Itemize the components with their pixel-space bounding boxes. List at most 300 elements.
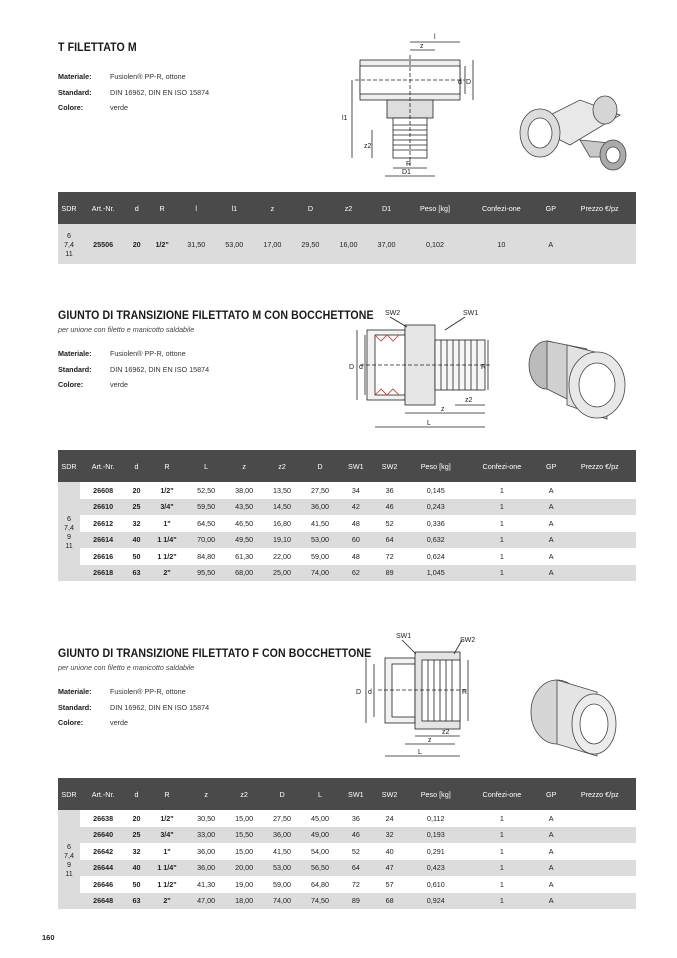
- product-table-male-union: [58, 450, 636, 581]
- col-header: D1: [368, 192, 406, 224]
- col-header: SDR: [58, 192, 80, 224]
- spec-material: Fusiolen® PP-R, ottone: [110, 349, 186, 358]
- cell-gp: A: [539, 860, 564, 877]
- cell-gp: A: [539, 532, 564, 549]
- cell-d: 63: [126, 893, 147, 910]
- cell-gp: A: [539, 843, 564, 860]
- cell-R: 1": [147, 843, 187, 860]
- cell-gp: A: [539, 810, 564, 827]
- cell-z: 33,00: [187, 827, 225, 844]
- cell-z2: 16,00: [329, 224, 367, 264]
- cell-sw1: 36: [339, 810, 373, 827]
- col-header: SW1: [339, 778, 373, 810]
- product-table-tee: [58, 192, 636, 264]
- cell-z2: 18,00: [225, 893, 263, 910]
- cell-sw2: 47: [373, 860, 407, 877]
- cell-L: 84,80: [187, 548, 225, 565]
- cell-confezione: 1: [465, 532, 539, 549]
- col-header: l1: [215, 192, 253, 224]
- spec-material: Fusiolen® PP-R, ottone: [110, 687, 186, 696]
- cell-d: 63: [126, 565, 147, 582]
- cell-peso: 0,610: [406, 876, 465, 893]
- cell-z: 49,50: [225, 532, 263, 549]
- sdr-value: 6: [67, 230, 71, 240]
- cell-sw2: 64: [373, 532, 407, 549]
- col-header: GP: [539, 778, 564, 810]
- cell-R: 3/4": [147, 827, 187, 844]
- cell-peso: 0,291: [406, 843, 465, 860]
- cell-D: 27,50: [263, 810, 301, 827]
- cell-art-nr: 26648: [80, 893, 126, 910]
- cell-art-nr: 25506: [80, 224, 126, 264]
- section-title: T FILETTATO M: [58, 42, 137, 54]
- col-header: Peso [kg]: [406, 192, 465, 224]
- table-header-row: [58, 778, 636, 810]
- cell-z: 41,30: [187, 876, 225, 893]
- cell-peso: 0,243: [406, 499, 465, 516]
- cell-L: 56,50: [301, 860, 339, 877]
- cell-d: 40: [126, 860, 147, 877]
- cell-R: 1/2": [147, 810, 187, 827]
- table-header-row: [58, 192, 636, 224]
- dim-D1: D1: [402, 169, 411, 176]
- spec-label-material: Materiale:: [58, 72, 92, 81]
- cell-sw1: 72: [339, 876, 373, 893]
- col-header: SW1: [339, 450, 373, 482]
- cell-R: 3/4": [147, 499, 187, 516]
- cell-prezzo: [564, 810, 636, 827]
- cell-prezzo: [564, 860, 636, 877]
- cell-D: 36,00: [263, 827, 301, 844]
- cell-d: 50: [126, 876, 147, 893]
- col-header: d: [126, 192, 147, 224]
- table-row: [58, 843, 636, 860]
- sdr-value: 6: [67, 841, 71, 851]
- section-title: GIUNTO DI TRANSIZIONE FILETTATO M CON BOCCHETTONE: [58, 310, 374, 322]
- cell-sw2: 24: [373, 810, 407, 827]
- cell-R: 1 1/2": [147, 876, 187, 893]
- cell-R: 1/2": [147, 224, 177, 264]
- cell-confezione: 1: [465, 827, 539, 844]
- cell-L: 52,50: [187, 482, 225, 499]
- cell-D: 27,50: [301, 482, 339, 499]
- cell-z2: 19,10: [263, 532, 301, 549]
- dim-L: L: [427, 420, 431, 427]
- sdr-value: 9: [67, 859, 71, 869]
- cell-art-nr: 26610: [80, 499, 126, 516]
- female-union-product-image: [522, 670, 622, 762]
- spec-material: Fusiolen® PP-R, ottone: [110, 72, 186, 81]
- cell-z: 30,50: [187, 810, 225, 827]
- spec-label-material: Materiale:: [58, 349, 92, 358]
- sdr-value: 6: [67, 513, 71, 523]
- dim-R: R: [462, 689, 468, 696]
- col-header: SW2: [373, 450, 407, 482]
- cell-d: 20: [126, 224, 147, 264]
- cell-z: 68,00: [225, 565, 263, 582]
- cell-D: 59,00: [301, 548, 339, 565]
- cell-art-nr: 26638: [80, 810, 126, 827]
- table-row: [58, 532, 636, 549]
- col-header: Art.-Nr.: [80, 450, 126, 482]
- col-header: R: [147, 192, 177, 224]
- cell-gp: A: [539, 499, 564, 516]
- spec-color: verde: [110, 103, 128, 112]
- dim-SW2: SW2: [460, 637, 476, 644]
- cell-art-nr: 26614: [80, 532, 126, 549]
- cell-art-nr: 26608: [80, 482, 126, 499]
- cell-art-nr: 26644: [80, 860, 126, 877]
- sdr-value: 11: [65, 248, 73, 258]
- female-union-technical-drawing: [350, 628, 485, 763]
- cell-peso: 0,924: [406, 893, 465, 910]
- dim-l: l: [434, 34, 436, 41]
- cell-sw2: 52: [373, 515, 407, 532]
- sdr-value: 7,4: [64, 239, 74, 249]
- col-header: Confezi-one: [464, 192, 538, 224]
- cell-z: 38,00: [225, 482, 263, 499]
- dim-SW1: SW1: [463, 310, 479, 317]
- col-header: R: [147, 778, 187, 810]
- dim-z: z: [428, 737, 432, 744]
- spec-label-standard: Standard:: [58, 87, 92, 97]
- table-row: [58, 482, 636, 499]
- cell-d: 20: [126, 810, 147, 827]
- cell-confezione: 1: [465, 893, 539, 910]
- cell-art-nr: 26616: [80, 548, 126, 565]
- cell-z: 46,50: [225, 515, 263, 532]
- cell-sw2: 57: [373, 876, 407, 893]
- cell-L: 49,00: [301, 827, 339, 844]
- cell-prezzo: [564, 893, 636, 910]
- cell-R: 1/2": [147, 482, 187, 499]
- sdr-cell: [58, 482, 80, 581]
- col-header: D: [291, 192, 329, 224]
- spec-standard: DIN 16962, DIN EN ISO 15874: [110, 87, 210, 97]
- cell-D1: 37,00: [368, 224, 406, 264]
- table-row: [58, 499, 636, 516]
- cell-art-nr: 26612: [80, 515, 126, 532]
- cell-sw2: 32: [373, 827, 407, 844]
- cell-prezzo: [563, 224, 636, 264]
- cell-d: 32: [126, 843, 147, 860]
- sdr-value: 9: [67, 531, 71, 541]
- col-header: z: [187, 778, 225, 810]
- cell-prezzo: [564, 548, 636, 565]
- cell-gp: A: [539, 515, 564, 532]
- cell-sw1: 46: [339, 827, 373, 844]
- cell-d: 25: [126, 499, 147, 516]
- product-table-female-union: [58, 778, 636, 909]
- cell-sw2: 68: [373, 893, 407, 910]
- col-header: GP: [539, 450, 564, 482]
- dim-l1: l1: [342, 115, 348, 122]
- cell-prezzo: [564, 843, 636, 860]
- cell-prezzo: [564, 499, 636, 516]
- sdr-value: 7,4: [64, 522, 74, 532]
- cell-l: 31,50: [177, 224, 215, 264]
- cell-peso: 0,145: [406, 482, 465, 499]
- cell-z: 43,50: [225, 499, 263, 516]
- cell-L: 54,00: [301, 843, 339, 860]
- cell-z2: 14,50: [263, 499, 301, 516]
- col-header: SW2: [373, 778, 407, 810]
- table-row: [58, 224, 636, 264]
- cell-L: 64,50: [187, 515, 225, 532]
- table-row: [58, 893, 636, 910]
- cell-sw1: 48: [339, 515, 373, 532]
- col-header: z2: [225, 778, 263, 810]
- cell-confezione: 1: [465, 876, 539, 893]
- dim-R: R: [406, 161, 412, 168]
- cell-z2: 19,00: [225, 876, 263, 893]
- tee-product-image: [510, 85, 638, 175]
- col-header: Art.-Nr.: [80, 778, 126, 810]
- table-row: [58, 876, 636, 893]
- spec-color: verde: [110, 718, 128, 727]
- spec-block: [58, 684, 209, 731]
- spec-color: verde: [110, 380, 128, 389]
- cell-sw1: 52: [339, 843, 373, 860]
- col-header: z2: [263, 450, 301, 482]
- cell-prezzo: [564, 827, 636, 844]
- section-subtitle: per unione con filetto e manicotto saldabile: [58, 325, 195, 334]
- col-header: D: [301, 450, 339, 482]
- spec-label-material: Materiale:: [58, 687, 92, 696]
- sdr-cell: [58, 224, 80, 264]
- cell-peso: 0,423: [406, 860, 465, 877]
- cell-l1: 53,00: [215, 224, 253, 264]
- cell-peso: 0,336: [406, 515, 465, 532]
- cell-R: 1 1/4": [147, 532, 187, 549]
- cell-z2: 16,80: [263, 515, 301, 532]
- table-row: [58, 860, 636, 877]
- cell-gp: A: [539, 482, 564, 499]
- col-header: Peso [kg]: [406, 450, 465, 482]
- table-row: [58, 810, 636, 827]
- cell-peso: 0,112: [406, 810, 465, 827]
- cell-D: 41,50: [301, 515, 339, 532]
- cell-confezione: 10: [464, 224, 538, 264]
- cell-L: 64,80: [301, 876, 339, 893]
- col-header: Peso [kg]: [406, 778, 465, 810]
- spec-label-color: Colore:: [58, 380, 84, 389]
- cell-L: 95,50: [187, 565, 225, 582]
- dim-z2: z2: [442, 729, 450, 736]
- cell-confezione: 1: [465, 843, 539, 860]
- cell-sw1: 42: [339, 499, 373, 516]
- col-header: l: [177, 192, 215, 224]
- dim-R: R: [481, 364, 487, 371]
- cell-gp: A: [539, 548, 564, 565]
- dim-z2: z2: [364, 143, 372, 150]
- dim-D: D: [349, 364, 355, 371]
- cell-peso: 0,193: [406, 827, 465, 844]
- cell-L: 59,50: [187, 499, 225, 516]
- cell-confezione: 1: [465, 499, 539, 516]
- cell-confezione: 1: [465, 482, 539, 499]
- cell-gp: A: [538, 224, 563, 264]
- cell-z: 36,00: [187, 843, 225, 860]
- col-header: Prezzo €/pz: [564, 450, 636, 482]
- section-subtitle: per unione con filetto e manicotto saldabile: [58, 663, 195, 672]
- sdr-value: 11: [65, 868, 73, 878]
- cell-D: 36,00: [301, 499, 339, 516]
- cell-gp: A: [539, 876, 564, 893]
- cell-sw2: 46: [373, 499, 407, 516]
- cell-sw1: 89: [339, 893, 373, 910]
- cell-peso: 0,624: [406, 548, 465, 565]
- col-header: Art.-Nr.: [80, 192, 126, 224]
- spec-block: [58, 69, 209, 116]
- dim-d: d: [359, 364, 363, 371]
- male-union-product-image: [512, 325, 634, 425]
- col-header: R: [147, 450, 187, 482]
- spec-standard: DIN 16962, DIN EN ISO 15874: [110, 364, 210, 374]
- spec-label-color: Colore:: [58, 103, 84, 112]
- cell-z2: 13,50: [263, 482, 301, 499]
- cell-sw2: 36: [373, 482, 407, 499]
- cell-D: 59,00: [263, 876, 301, 893]
- cell-art-nr: 26618: [80, 565, 126, 582]
- section-title: GIUNTO DI TRANSIZIONE FILETTATO F CON BOCCHETTONE: [58, 648, 372, 660]
- cell-art-nr: 26640: [80, 827, 126, 844]
- cell-prezzo: [564, 515, 636, 532]
- cell-R: 1 1/2": [147, 548, 187, 565]
- cell-z: 61,30: [225, 548, 263, 565]
- cell-sw2: 40: [373, 843, 407, 860]
- dim-d: d: [458, 79, 462, 86]
- table-row: [58, 565, 636, 582]
- sdr-value: 7,4: [64, 850, 74, 860]
- dim-z: z: [441, 406, 445, 413]
- cell-D: 53,00: [263, 860, 301, 877]
- spec-label-color: Colore:: [58, 718, 84, 727]
- cell-confezione: 1: [465, 565, 539, 582]
- cell-prezzo: [564, 876, 636, 893]
- col-header: Confezi-one: [465, 778, 539, 810]
- cell-z: 36,00: [187, 860, 225, 877]
- cell-z2: 15,00: [225, 843, 263, 860]
- cell-z2: 15,00: [225, 810, 263, 827]
- cell-d: 50: [126, 548, 147, 565]
- cell-prezzo: [564, 532, 636, 549]
- cell-L: 70,00: [187, 532, 225, 549]
- cell-gp: A: [539, 893, 564, 910]
- col-header: L: [301, 778, 339, 810]
- cell-z2: 22,00: [263, 548, 301, 565]
- cell-peso: 1,045: [406, 565, 465, 582]
- cell-z2: 25,00: [263, 565, 301, 582]
- col-header: SDR: [58, 450, 80, 482]
- cell-sw1: 64: [339, 860, 373, 877]
- spec-label-standard: Standard:: [58, 364, 92, 374]
- table-row: [58, 515, 636, 532]
- cell-sw2: 72: [373, 548, 407, 565]
- spec-standard: DIN 16962, DIN EN ISO 15874: [110, 702, 210, 712]
- cell-gp: A: [539, 565, 564, 582]
- cell-L: 45,00: [301, 810, 339, 827]
- col-header: Prezzo €/pz: [563, 192, 636, 224]
- cell-R: 2": [147, 565, 187, 582]
- dim-d: d: [368, 689, 372, 696]
- cell-D: 53,00: [301, 532, 339, 549]
- cell-sw2: 89: [373, 565, 407, 582]
- page-number: 160: [42, 933, 55, 942]
- cell-L: 74,50: [301, 893, 339, 910]
- col-header: z: [253, 192, 291, 224]
- table-row: [58, 548, 636, 565]
- col-header: Prezzo €/pz: [564, 778, 636, 810]
- sdr-cell: [58, 810, 80, 909]
- cell-confezione: 1: [465, 515, 539, 532]
- dim-SW2: SW2: [385, 310, 401, 317]
- table-header-row: [58, 450, 636, 482]
- cell-art-nr: 26646: [80, 876, 126, 893]
- cell-R: 2": [147, 893, 187, 910]
- cell-peso: 0,632: [406, 532, 465, 549]
- col-header: SDR: [58, 778, 80, 810]
- cell-d: 40: [126, 532, 147, 549]
- cell-R: 1 1/4": [147, 860, 187, 877]
- cell-confezione: 1: [465, 810, 539, 827]
- cell-D: 41,50: [263, 843, 301, 860]
- cell-D: 74,00: [301, 565, 339, 582]
- cell-prezzo: [564, 565, 636, 582]
- cell-z: 17,00: [253, 224, 291, 264]
- cell-z2: 20,00: [225, 860, 263, 877]
- col-header: L: [187, 450, 225, 482]
- dim-z: z: [420, 43, 424, 50]
- cell-gp: A: [539, 827, 564, 844]
- cell-peso: 0,102: [406, 224, 465, 264]
- spec-block: [58, 346, 209, 393]
- cell-sw1: 60: [339, 532, 373, 549]
- cell-sw1: 62: [339, 565, 373, 582]
- col-header: d: [126, 450, 147, 482]
- dim-D: D: [356, 689, 362, 696]
- col-header: GP: [538, 192, 563, 224]
- table-row: [58, 827, 636, 844]
- cell-R: 1": [147, 515, 187, 532]
- cell-d: 25: [126, 827, 147, 844]
- cell-z2: 15,50: [225, 827, 263, 844]
- cell-prezzo: [564, 482, 636, 499]
- col-header: D: [263, 778, 301, 810]
- dim-z2: z2: [465, 397, 473, 404]
- cell-confezione: 1: [465, 548, 539, 565]
- cell-z: 47,00: [187, 893, 225, 910]
- male-union-technical-drawing: [345, 305, 495, 435]
- cell-confezione: 1: [465, 860, 539, 877]
- cell-D: 29,50: [291, 224, 329, 264]
- dim-L: L: [418, 749, 422, 756]
- dim-SW1: SW1: [396, 633, 412, 640]
- cell-d: 32: [126, 515, 147, 532]
- col-header: Confezi-one: [465, 450, 539, 482]
- sdr-value: 11: [65, 540, 73, 550]
- cell-art-nr: 26642: [80, 843, 126, 860]
- col-header: z2: [329, 192, 367, 224]
- col-header: z: [225, 450, 263, 482]
- cell-sw1: 34: [339, 482, 373, 499]
- spec-label-standard: Standard:: [58, 702, 92, 712]
- cell-d: 20: [126, 482, 147, 499]
- cell-D: 74,00: [263, 893, 301, 910]
- col-header: d: [126, 778, 147, 810]
- cell-sw1: 48: [339, 548, 373, 565]
- dim-D: D: [466, 79, 472, 86]
